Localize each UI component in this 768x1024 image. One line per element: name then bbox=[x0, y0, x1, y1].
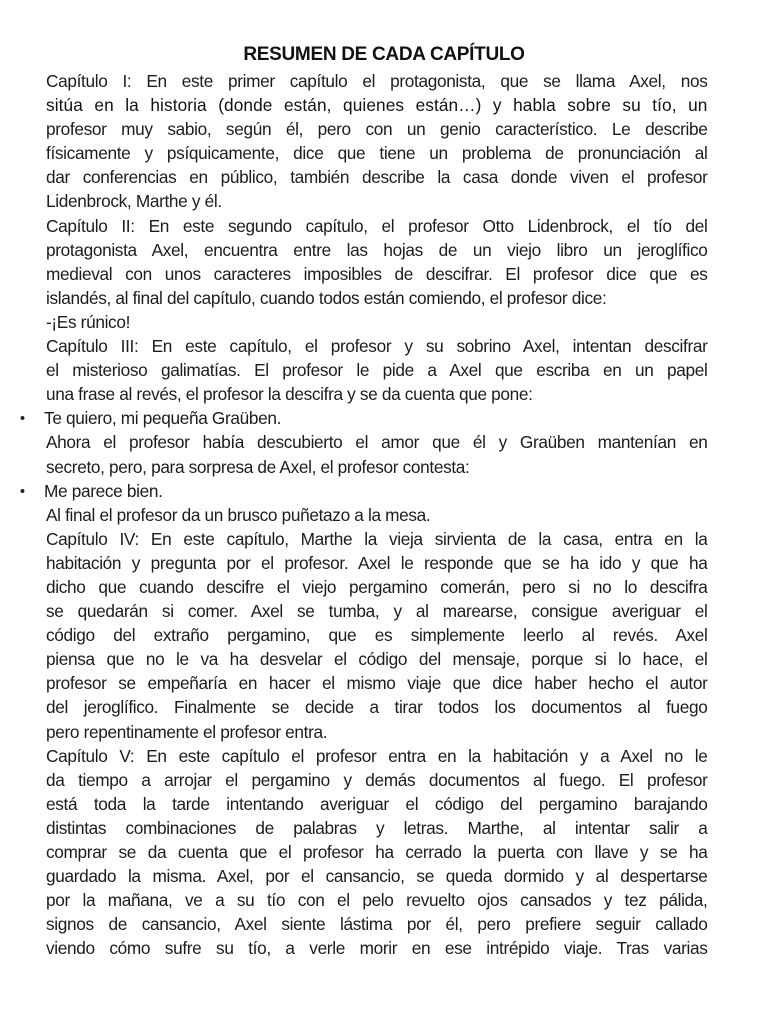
paragraph-line: comprar se da cuenta que el profesor ha cerrado la puerta con llave y se ha bbox=[46, 842, 708, 862]
bullet-icon bbox=[21, 489, 25, 493]
bullet-text: Me parece bien. bbox=[44, 480, 163, 501]
paragraph-line: secreto, pero, para sorpresa de Axel, el profesor contesta: bbox=[46, 456, 470, 477]
paragraph-line: -¡Es rúnico! bbox=[46, 311, 131, 332]
paragraph-line: viendo cómo sufre su tío, a verle morir en ese intrépido viaje. Tras varias bbox=[46, 938, 708, 959]
paragraph-line: físicamente y psíquicamente, dice que tiene un problema de pronunciación al bbox=[46, 143, 708, 164]
paragraph-line: pero repentinamente el profesor entra. bbox=[46, 721, 328, 742]
paragraph-line: una frase al revés, el profesor la descifra y se da cuenta que pone: bbox=[46, 384, 533, 405]
paragraph-line: sitúa en la historia (donde están, quienes están…) y habla sobre su tío, un bbox=[46, 95, 708, 116]
paragraph-line: Capítulo II: En este segundo capítulo, el profesor Otto Lidenbrock, el tío del bbox=[46, 215, 708, 236]
bullet-icon bbox=[21, 416, 25, 420]
paragraph-line: protagonista Axel, encuentra entre las hojas de un viejo libro un jeroglífico bbox=[46, 239, 708, 260]
paragraph-line: distintas combinaciones de palabras y letras. Marthe, al intentar salir a bbox=[46, 817, 708, 838]
paragraph-line: medieval con unos caracteres imposibles de descifrar. El profesor dice que es bbox=[46, 263, 708, 284]
paragraph-line: dar conferencias en público, también describe la casa donde viven el profesor bbox=[46, 167, 708, 188]
paragraph-line: Capítulo III: En este capítulo, el profesor y su sobrino Axel, intentan descifrar bbox=[46, 336, 708, 357]
paragraph-line: por la mañana, ve a su tío con el pelo revuelto ojos cansados y tez pálida, bbox=[46, 890, 708, 911]
paragraph-line: Al final el profesor da un brusco puñetazo a la mesa. bbox=[46, 504, 431, 525]
paragraph-line: está toda la tarde intentando averiguar el código del pergamino barajando bbox=[46, 793, 708, 814]
paragraph-line: profesor muy sabio, según él, pero con un genio característico. Le describe bbox=[46, 119, 708, 140]
paragraph-line: Ahora el profesor había descubierto el amor que él y Graüben mantenían en bbox=[46, 432, 708, 453]
paragraph-line: del jeroglífico. Finalmente se decide a tirar todos los documentos al fuego bbox=[46, 697, 708, 718]
paragraph-line: Capítulo IV: En este capítulo, Marthe la vieja sirvienta de la casa, entra en la bbox=[46, 528, 708, 549]
paragraph-line: habitación y pregunta por el profesor. Axel le responde que se ha ido y que ha bbox=[46, 552, 708, 573]
paragraph-line: profesor se empeñaría en hacer el mismo viaje que dice haber hecho el autor bbox=[46, 673, 708, 694]
paragraph-line: Lidenbrock, Marthe y él. bbox=[46, 191, 222, 212]
document-title: RESUMEN DE CADA CAPÍTULO bbox=[243, 44, 525, 65]
bullet-list-item bbox=[46, 406, 708, 430]
document-body bbox=[46, 69, 708, 960]
paragraph-line: el misterioso galimatías. El profesor le pide a Axel que escriba en un papel bbox=[46, 360, 708, 381]
bullet-text: Te quiero, mi pequeña Graüben. bbox=[44, 408, 282, 429]
paragraph-line: se quedarán si comer. Axel se tumba, y al marearse, consigue averiguar el bbox=[46, 601, 708, 622]
paragraph-line: signos de cansancio, Axel siente lástima por él, pero prefiere seguir callado bbox=[46, 914, 708, 935]
paragraph-line: piensa que no le va ha desvelar el código del mensaje, porque si lo hace, el bbox=[46, 649, 708, 670]
paragraph-line: da tiempo a arrojar el pergamino y demás documentos al fuego. El profesor bbox=[46, 769, 708, 790]
paragraph-line: código del extraño pergamino, que es simplemente leerlo al revés. Axel bbox=[46, 625, 708, 646]
paragraph-line: Capítulo I: En este primer capítulo el protagonista, que se llama Axel, nos bbox=[46, 71, 708, 91]
paragraph-line: Capítulo V: En este capítulo el profesor entra en la habitación y a Axel no le bbox=[46, 745, 708, 766]
paragraph-line: dicho que cuando descifre el viejo pergamino comerán, pero si no lo descifra bbox=[46, 576, 708, 597]
paragraph-line: guardado la misma. Axel, por el cansancio, se queda dormido y al despertarse bbox=[46, 866, 708, 887]
bullet-list-item bbox=[46, 479, 708, 503]
paragraph-line: islandés, al final del capítulo, cuando todos están comiendo, el profesor dice: bbox=[46, 287, 607, 308]
